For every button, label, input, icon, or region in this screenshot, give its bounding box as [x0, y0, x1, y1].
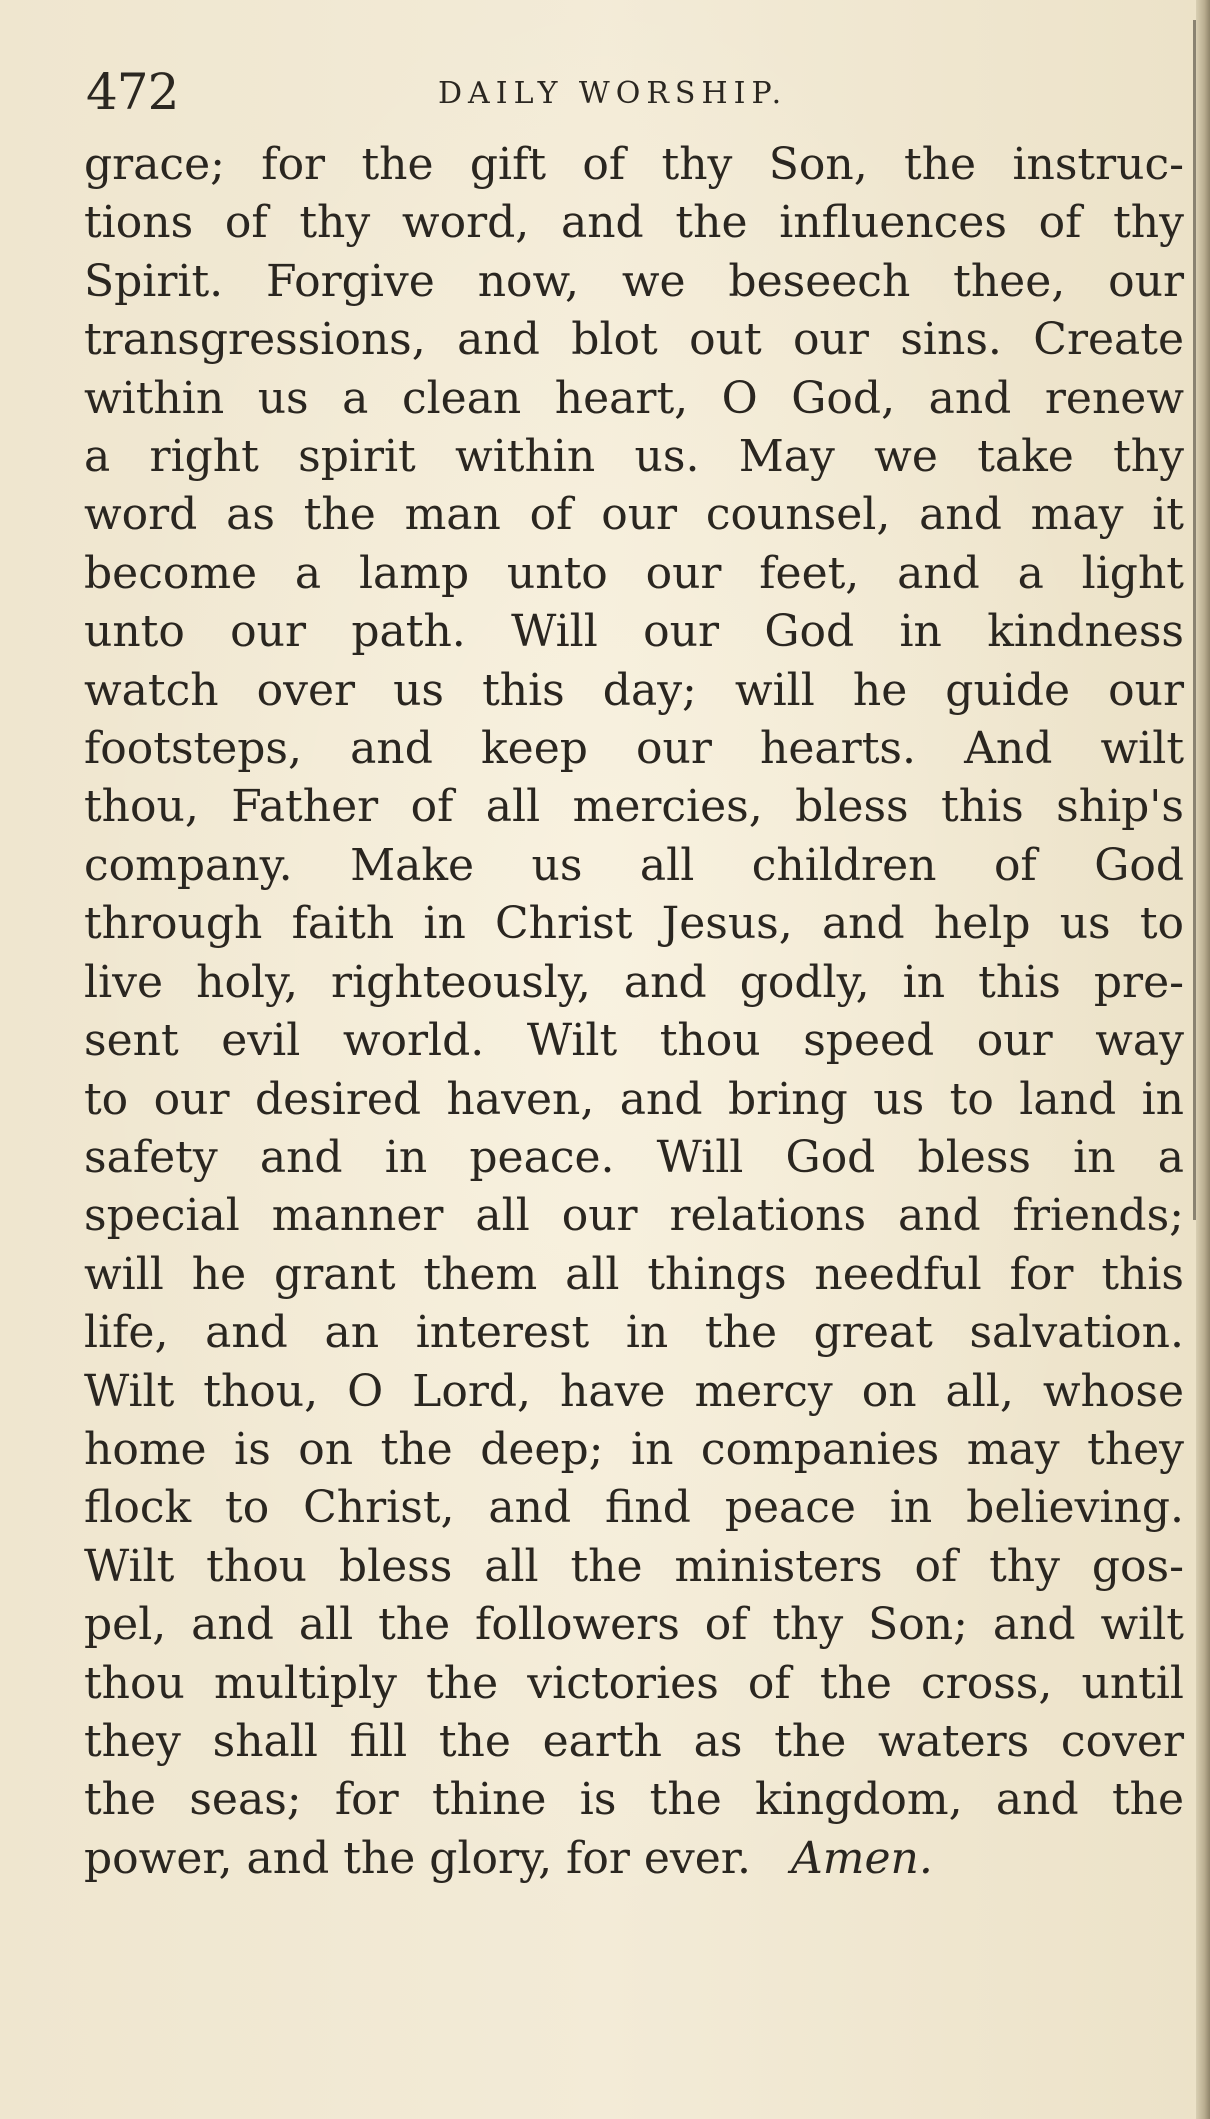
- closing-amen: Amen.: [790, 1832, 933, 1884]
- text-line: pel, and all the followers of thy Son; and wilt: [84, 1599, 1184, 1651]
- text-line: transgressions, and blot out our sins. Create: [84, 314, 1184, 366]
- text-line: live holy, righteously, and godly, in this pre-: [84, 956, 1184, 1008]
- text-line: a right spirit within us. May we take thy: [84, 431, 1184, 483]
- text-line: life, and an interest in the great salvation.: [84, 1307, 1184, 1359]
- text-line: within us a clean heart, O God, and renew: [84, 372, 1184, 424]
- page-edge: [1196, 0, 1210, 2119]
- text-line: Wilt thou, O Lord, have mercy on all, whose: [84, 1365, 1184, 1417]
- text-line: become a lamp unto our feet, and a light: [84, 547, 1184, 599]
- text-line: the seas; for thine is the kingdom, and the: [84, 1774, 1184, 1826]
- running-title: DAILY WORSHIP.: [438, 76, 788, 111]
- text-line: Spirit. Forgive now, we beseech thee, our: [84, 255, 1184, 307]
- text-line: thou multiply the victories of the cross, until: [84, 1657, 1184, 1709]
- text-line: word as the man of our counsel, and may it: [84, 489, 1184, 541]
- text-line: tions of thy word, and the influences of thy: [84, 197, 1184, 249]
- text-line: Wilt thou bless all the ministers of thy gos-: [84, 1540, 1184, 1592]
- text-line: they shall fill the earth as the waters cover: [84, 1715, 1184, 1767]
- text-line: to our desired haven, and bring us to land in: [84, 1073, 1184, 1125]
- text-line: special manner all our relations and friends;: [84, 1190, 1184, 1242]
- prayer-text: [84, 136, 1184, 1888]
- text-line: watch over us this day; will he guide our: [84, 664, 1184, 716]
- text-line: will he grant them all things needful for this: [84, 1248, 1184, 1300]
- text-line: flock to Christ, and find peace in believing.: [84, 1482, 1184, 1534]
- text-line: home is on the deep; in companies may they: [84, 1423, 1184, 1475]
- page-number: 472: [86, 63, 179, 121]
- text-line: through faith in Christ Jesus, and help us to: [84, 898, 1184, 950]
- text-line: footsteps, and keep our hearts. And wilt: [84, 723, 1184, 775]
- final-line-text: power, and the glory, for ever.: [84, 1832, 751, 1884]
- text-line: safety and in peace. Will God bless in a: [84, 1131, 1184, 1183]
- final-text-line: [84, 1830, 1184, 1888]
- text-line: company. Make us all children of God: [84, 839, 1184, 891]
- text-line: thou, Father of all mercies, bless this ship's: [84, 781, 1184, 833]
- text-line: grace; for the gift of thy Son, the instruc-: [84, 139, 1184, 190]
- text-line: unto our path. Will our God in kindness: [84, 606, 1184, 658]
- running-head: [86, 62, 1186, 122]
- text-line: sent evil world. Wilt thou speed our way: [84, 1015, 1184, 1067]
